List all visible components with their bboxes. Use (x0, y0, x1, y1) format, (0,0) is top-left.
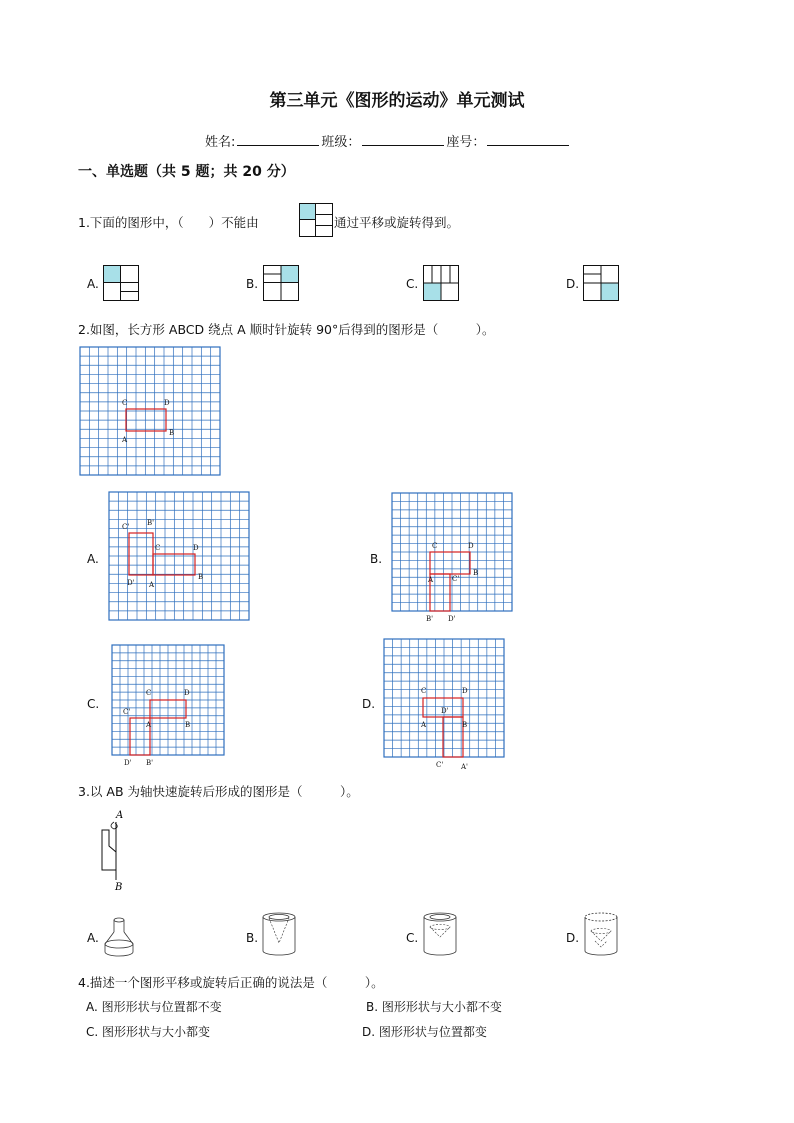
q2-label-d: D (164, 399, 170, 407)
q2a-label-cp: C' (122, 523, 130, 531)
q1-option-a-figure[interactable] (103, 265, 139, 301)
q2d-label-dp: D' (441, 707, 449, 715)
q2d-label-ap: A' (461, 763, 468, 771)
name-label: 姓名: (205, 135, 236, 150)
q3-option-c-label[interactable]: C. (406, 931, 419, 945)
student-info (205, 131, 571, 150)
q4-text: 4.描述一个图形平移或旋转后正确的说法是（ ）。 (78, 975, 384, 990)
q1-option-c-figure[interactable] (423, 265, 459, 301)
seat-blank[interactable] (487, 133, 569, 146)
q2a-label-d: D (193, 544, 199, 552)
q3-axis-figure (92, 808, 132, 892)
q2-label-c: C (122, 399, 128, 407)
q2d-label-b: B (462, 721, 468, 729)
q2d-label-d: D (462, 687, 468, 695)
q2-text: 2.如图，长方形 ABCD 绕点 A 顺时针旋转 90°后得到的图形是（ ）。 (78, 322, 495, 337)
q2a-label-c: C (155, 544, 161, 552)
q3-axis-label-b: B (115, 882, 123, 893)
q3-option-d-figure[interactable] (581, 911, 621, 959)
q2c-label-b: B (185, 721, 191, 729)
q2-option-b-figure[interactable] (392, 493, 512, 623)
q2c-label-bp: B' (146, 759, 154, 767)
q1-option-a-label[interactable]: A. (87, 277, 99, 291)
q2c-label-d: D (184, 689, 190, 697)
q1-option-b-figure[interactable] (263, 265, 299, 301)
q2c-label-dp: D' (124, 759, 132, 767)
q4-option-a[interactable]: A. 图形形状与位置都不变 (86, 1000, 222, 1014)
q2-option-a-figure[interactable] (109, 492, 249, 620)
q1-option-b-label[interactable]: B. (246, 277, 259, 291)
q2-option-c-label[interactable]: C. (87, 697, 100, 711)
q2-main-grid (80, 347, 220, 475)
q4-option-d[interactable]: D. 图形形状与位置都变 (362, 1025, 487, 1039)
q2a-label-a: A (149, 581, 155, 589)
q2a-label-dp: D' (127, 579, 135, 587)
q4-option-c[interactable]: C. 图形形状与大小都变 (86, 1025, 211, 1039)
q2-option-c-figure[interactable] (112, 645, 224, 767)
q2b-label-d: D (468, 542, 474, 550)
q3-option-b-label[interactable]: B. (246, 931, 259, 945)
q1-option-c-label[interactable]: C. (406, 277, 419, 291)
q2a-label-b: B (198, 573, 204, 581)
seat-label: 座号： (446, 135, 486, 150)
q1-text-post: 通过平移或旋转得到。 (334, 215, 460, 230)
class-blank[interactable] (362, 133, 444, 146)
q3-option-a-figure[interactable] (101, 914, 137, 958)
q2b-label-b: B (473, 569, 479, 577)
q1-reference-figure (299, 203, 333, 237)
q2-option-d-figure[interactable] (384, 639, 504, 771)
q2d-label-a: A (421, 721, 427, 729)
q2d-label-c: C (421, 687, 427, 695)
page-title: 第三单元《图形的运动》单元测试 (269, 91, 525, 111)
q3-option-a-label[interactable]: A. (87, 931, 99, 945)
q2-label-a: A (122, 436, 128, 444)
q3-axis-label-a: A (116, 810, 124, 821)
q1-text-pre: 1.下面的图形中，（ ）不能由 (78, 215, 259, 230)
q1-option-d-figure[interactable] (583, 265, 619, 301)
q4-option-b[interactable]: B. 图形形状与大小都不变 (366, 1000, 502, 1014)
q2b-label-a: A (428, 576, 434, 584)
q3-option-b-figure[interactable] (259, 911, 299, 959)
q2b-label-dp: D' (448, 615, 456, 623)
name-blank[interactable] (237, 133, 319, 146)
q2-option-b-label[interactable]: B. (370, 552, 383, 566)
q2-option-a-label[interactable]: A. (87, 552, 99, 566)
section-heading: 一、单选题（共 5 题；共 20 分） (78, 164, 295, 180)
q3-option-c-figure[interactable] (420, 911, 460, 959)
q2b-label-bp: B' (426, 615, 434, 623)
q2c-label-a: A (146, 721, 152, 729)
q3-option-d-label[interactable]: D. (566, 931, 580, 945)
q2b-label-cp: C' (452, 575, 460, 583)
q2b-label-c: C (432, 542, 438, 550)
q2-label-b: B (169, 429, 175, 437)
q2d-label-cp: C' (436, 761, 444, 769)
class-label: 班级： (321, 135, 361, 150)
q2a-label-bp: B' (147, 519, 155, 527)
q2-option-d-label[interactable]: D. (362, 697, 376, 711)
q2c-label-cp: C' (123, 708, 131, 716)
q1-option-d-label[interactable]: D. (566, 277, 580, 291)
q3-text: 3.以 AB 为轴快速旋转后形成的图形是（ ）。 (78, 784, 359, 799)
q2c-label-c: C (146, 689, 152, 697)
